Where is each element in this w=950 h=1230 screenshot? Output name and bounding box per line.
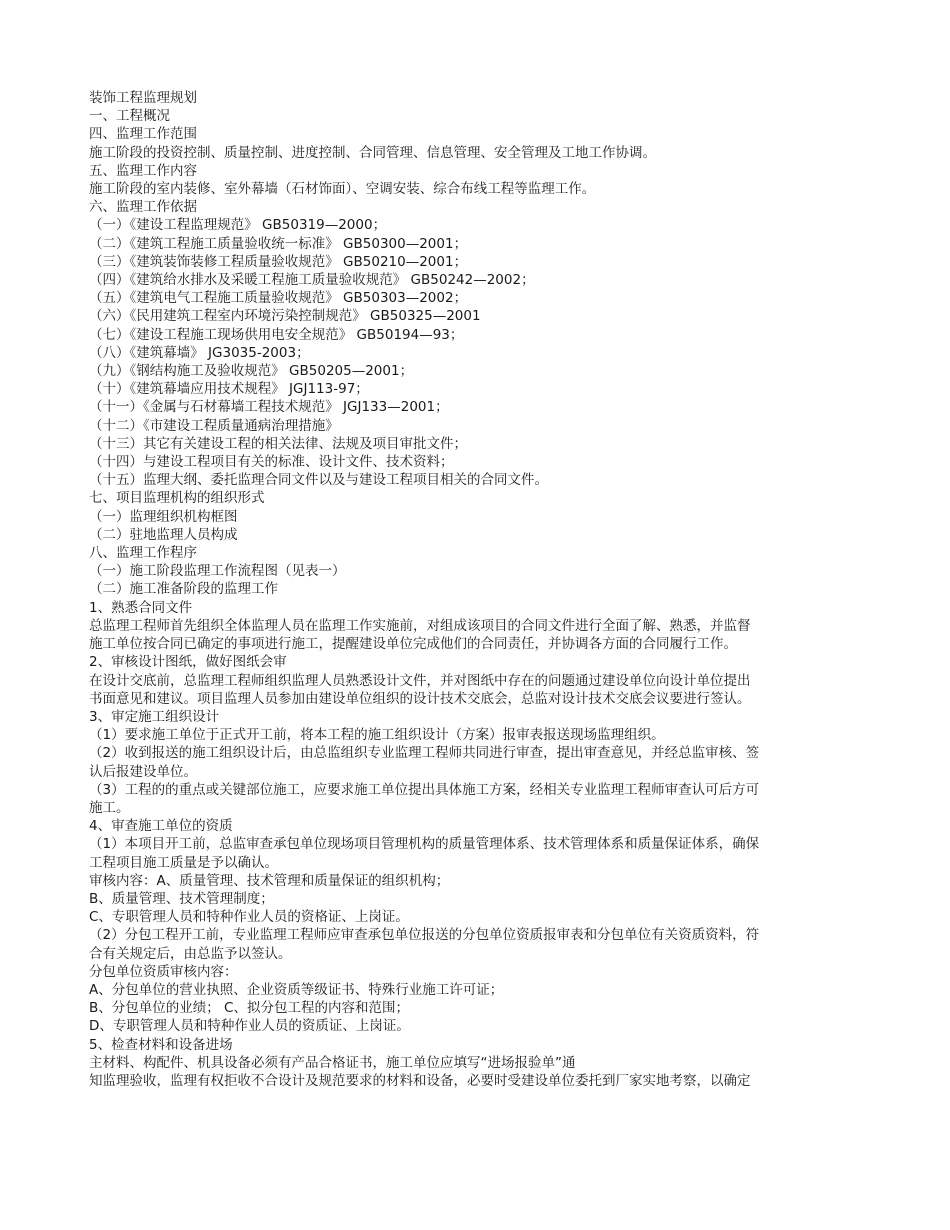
- text-line: 1、熟悉合同文件: [89, 599, 193, 616]
- text-line: B、质量管理、技术管理制度；: [89, 890, 274, 907]
- text-line: 工程项目施工质量是予以确认。: [89, 854, 278, 871]
- text-line: （二）驻地监理人员构成: [89, 526, 238, 543]
- text-line: B、分包单位的业绩； C、拟分包工程的内容和范围；: [89, 1000, 409, 1017]
- text-line: 知监理验收，监理有权拒收不合设计及规范要求的材料和设备，必要时受建设单位委托到厂家实地考察，以确定: [89, 1072, 751, 1089]
- text-line: 认后报建设单位。: [89, 763, 197, 780]
- text-line: 一、工程概况: [89, 108, 170, 125]
- text-line: （十三）其它有关建设工程的相关法律、法规及项目审批文件；: [89, 435, 467, 452]
- text-line: （3）工程的的重点或关键部位施工，应要求施工单位提出具体施工方案，经相关专业监理工程师审查认可后方可: [89, 781, 760, 798]
- text-line: （二）《建筑工程施工质量验收统一标准》 GB50300—2001；: [89, 235, 468, 252]
- text-line: 八、监理工作程序: [89, 545, 197, 562]
- text-line: D、专职管理人员和特种作业人员的资质证、上岗证。: [89, 1018, 410, 1035]
- text-line: 2、审核设计图纸，做好图纸会审: [89, 654, 287, 671]
- document-page: [89, 89, 869, 1090]
- text-line: （九）《钢结构施工及验收规范》 GB50205—2001；: [89, 363, 414, 380]
- text-line: （十一）《金属与石材幕墙工程技术规范》 JGJ133—2001；: [89, 399, 449, 416]
- text-line: （十四）与建设工程项目有关的标准、设计文件、技术资料；: [89, 454, 454, 471]
- document-title: 装饰工程监理规划: [89, 90, 197, 106]
- text-line: 主材料、构配件、机具设备必须有产品合格证书，施工单位应填写“进场报验单”通: [89, 1054, 576, 1071]
- text-line: （二）施工准备阶段的监理工作: [89, 581, 278, 598]
- text-line: 施工单位按合同已确定的事项进行施工，提醒建设单位完成他们的合同责任，并协调各方面的合同履行工作。: [89, 636, 737, 653]
- text-line: 合有关规定后，由总监予以签认。: [89, 945, 292, 962]
- text-line: 4、审查施工单位的资质: [89, 818, 233, 835]
- text-line: （六）《民用建筑工程室内环境污染控制规范》 GB50325—2001: [89, 308, 481, 325]
- text-line: （八）《建筑幕墙》 JG3035-2003；: [89, 344, 310, 361]
- text-line: （十五）监理大纲、委托监理合同文件以及与建设工程项目相关的合同文件。: [89, 472, 548, 489]
- text-line: A、分包单位的营业执照、企业资质等级证书、特殊行业施工许可证；: [89, 981, 504, 998]
- text-line: 六、监理工作依据: [89, 199, 197, 216]
- text-line: （一）《建设工程监理规范》 GB50319—2000；: [89, 217, 387, 234]
- text-line: （1）本项目开工前，总监审查承包单位现场项目管理机构的质量管理体系、技术管理体系和质量保证体系，确保: [89, 836, 760, 853]
- text-line: （2）分包工程开工前，专业监理工程师应审查承包单位报送的分包单位资质报审表和分包单位有关资质资料，符: [89, 927, 760, 944]
- text-line: 四、监理工作范围: [89, 126, 197, 143]
- text-line: （三）《建筑装饰装修工程质量验收规范》 GB50210—2001；: [89, 253, 468, 270]
- text-line: 总监理工程师首先组织全体监理人员在监理工作实施前，对组成该项目的合同文件进行全面了解、熟悉，并监督: [89, 617, 751, 634]
- text-line: 分包单位资质审核内容：: [89, 963, 238, 980]
- text-line: （七）《建设工程施工现场供用电安全规范》 GB50194—93；: [89, 326, 464, 343]
- text-line: 3、审定施工组织设计: [89, 708, 220, 725]
- text-line: （五）《建筑电气工程施工质量验收规范》 GB50303—2002；: [89, 290, 468, 307]
- text-line: （1）要求施工单位于正式开工前，将本工程的施工组织设计（方案）报审表报送现场监理组织。: [89, 727, 665, 744]
- text-line: 施工阶段的投资控制、质量控制、进度控制、合同管理、信息管理、安全管理及工地工作协调。: [89, 144, 656, 161]
- text-line: （十）《建筑幕墙应用技术规程》 JGJ113-97；: [89, 381, 369, 398]
- text-line: 书面意见和建议。项目监理人员参加由建设单位组织的设计技术交底会，总监对设计技术交底会议要进行签认。: [89, 690, 751, 707]
- text-line: 审核内容：A、质量管理、技术管理和质量保证的组织机构；: [89, 872, 450, 889]
- text-line: （四）《建筑给水排水及采暖工程施工质量验收规范》 GB50242—2002；: [89, 272, 535, 289]
- text-line: 施工。: [89, 799, 130, 816]
- text-line: 五、监理工作内容: [89, 162, 197, 179]
- text-line: 施工阶段的室内装修、室外幕墙（石材饰面）、空调安装、综合布线工程等监理工作。: [89, 181, 596, 198]
- text-line: C、专职管理人员和特种作业人员的资格证、上岗证。: [89, 909, 409, 926]
- text-line: （一）施工阶段监理工作流程图（见表一）: [89, 563, 346, 580]
- document-body: [89, 107, 869, 1090]
- text-line: 七、项目监理机构的组织形式: [89, 490, 265, 507]
- text-line: 在设计交底前，总监理工程师组织监理人员熟悉设计文件，并对图纸中存在的问题通过建设单位向设计单位提出: [89, 672, 751, 689]
- text-line: （2）收到报送的施工组织设计后，由总监组织专业监理工程师共同进行审查，提出审查意见，并经总监审核、签: [89, 745, 760, 762]
- text-line: （十二）《市建设工程质量通病治理措施》: [89, 417, 339, 434]
- text-line: 5、检查材料和设备进场: [89, 1036, 233, 1053]
- text-line: （一）监理组织机构框图: [89, 508, 238, 525]
